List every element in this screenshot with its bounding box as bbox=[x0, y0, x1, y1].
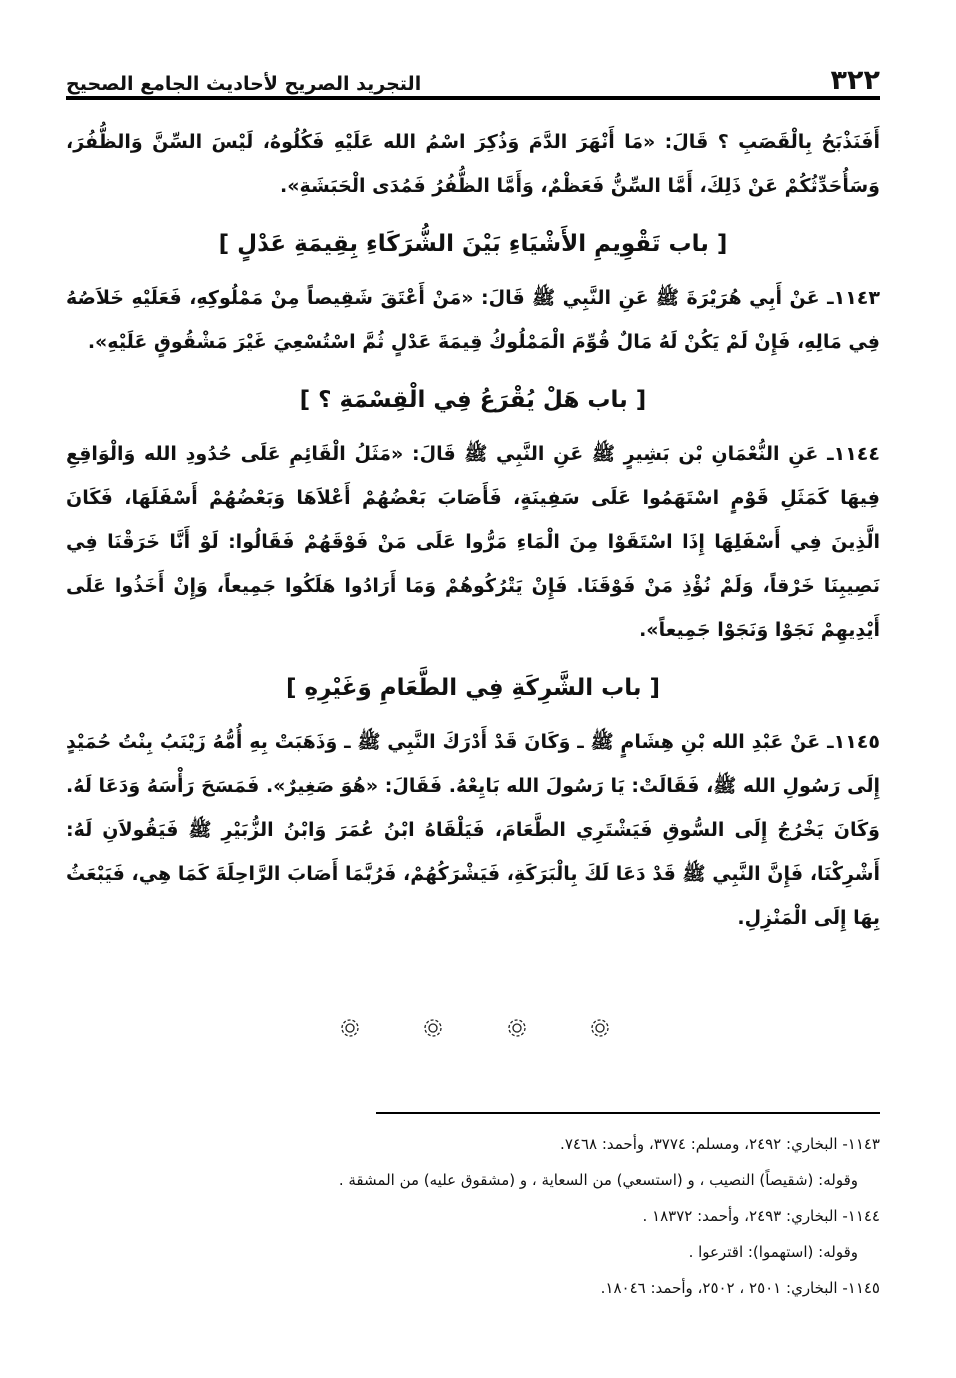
main-text bbox=[66, 120, 880, 940]
page-number: ٣٢٢ bbox=[830, 65, 880, 96]
chapter-heading-partnership: [ باب الشَّرِكَةِ فِي الطَّعَامِ وَغَيْرِهِ ] bbox=[285, 675, 661, 701]
hadith-number: ١١٤٥ـ bbox=[827, 731, 880, 753]
flower-ornament-icon bbox=[423, 1018, 443, 1038]
footnote-rule bbox=[376, 1112, 880, 1114]
flower-ornament-icon bbox=[507, 1018, 527, 1038]
hadith-number: ١١٤٣ـ bbox=[827, 287, 880, 309]
hadith-number: ١١٤٤ـ bbox=[827, 443, 880, 465]
hadith-text: عَنْ عَبْدِ الله بْنِ هِشَامٍ ﷺ ـ وَكَانَ قَدْ أَدْرَكَ النَّبِي ﷺ ـ وَذَهَبَتْ بِهِ أُمُّهُ زَيْنَبُ بِنْتُ حُمَيْدٍ إِلَى رَسُولِ الله ﷺ، فَقَالَتْ: يَا رَسُولَ الله بَايِعْهُ. فَقَالَ: «هُوَ صَغِيرٌ». فَمَسَحَ رَأْسَهُ وَدَعَا لَهُ. وَكَانَ يَخْرُجُ إِلَى السُّوقِ فَيَشْتَرِي الطَّعَامَ، فَيَلْقَاهُ ابْنُ عُمَرَ وَابْنُ الزُّبَيْرِ ﷺ فَيَقُولاَنِ لَهُ: أَشْرِكْنَا، فَإِنَّ النَّبِي ﷺ قَدْ دَعَا لَكَ بِالْبَرَكَةِ، فَيَشْرَكُهُمْ، فَرُبَّمَا أَصَابَ الرَّاحِلَةَ كَمَا هِي، فَيَبْعَثُ بِهَا إِلَى الْمَنْزِلِ. bbox=[66, 731, 880, 929]
flower-ornament-icon bbox=[340, 1018, 360, 1038]
chapter-heading-valuation: [ باب تَقْوِيمِ الأَشْيَاءِ بَيْنَ الشُّرَكَاءِ بِقِيمَةِ عَدْلٍ ] bbox=[218, 231, 728, 257]
section-divider-ornaments bbox=[340, 1018, 610, 1038]
chapter-heading-lots: [ باب هَلْ يُقْرَعُ فِي الْقِسْمَةِ ؟ ] bbox=[299, 387, 647, 413]
footnote-1144: ١١٤٤- البخاري: ٢٤٩٣، وأحمد: ١٨٣٧٢ . bbox=[642, 1207, 880, 1225]
hadith-1143 bbox=[66, 276, 880, 364]
flower-ornament-icon bbox=[590, 1018, 610, 1038]
footnote-1145: ١١٤٥- البخاري: ٢٥٠١ ، ٢٥٠٢، وأحمد: ١٨٠٤٦. bbox=[600, 1279, 880, 1297]
running-title: التجريد الصريح لأحاديث الجامع الصحيح bbox=[66, 73, 422, 95]
page-header bbox=[66, 46, 880, 94]
header-rule bbox=[66, 96, 880, 100]
footnote-1143-gloss: وقوله: (شقيصاً) النصيب ، و (استسعي) من السعاية ، و (مشقوق عليه) من المشقة . bbox=[338, 1171, 858, 1189]
footnote-1144-gloss: وقوله: (استهموا): اقترعوا . bbox=[688, 1243, 858, 1261]
hadith-text: عَنِ النُّعْمَانِ بْن بَشِيرٍ ﷺ عَنِ النَّبِي ﷺ قَالَ: «مَثَلُ الْقَائِمِ عَلَى حُدُودِ الله وَالْوَاقِعِ فِيهَا كَمَثَلِ قَوْمٍ اسْتَهَمُوا عَلَى سَفِينَةٍ، فَأَصَابَ بَعْضُهُمْ أَعْلاَهَا وَبَعْضُهُمْ أَسْفَلَهَا، فَكَانَ الَّذِينَ فِي أَسْفَلِهَا إِذَا اسْتَقَوْا مِنَ الْمَاءِ مَرُّوا عَلَى مَنْ فَوْقَهُمْ فَقَالُوا: لَوْ أَنَّا خَرَقْنَا فِي نَصِيبِنَا خَرْقاً، وَلَمْ نُؤْذِ مَنْ فَوْقَنَا. فَإِنْ يَتْرُكُوهُمْ وَمَا أَرَادُوا هَلَكُوا جَمِيعاً، وَإِنْ أَخَذُوا عَلَى أَيْدِيهِمْ نَجَوْا وَنَجَوْا جَمِيعاً». bbox=[66, 443, 880, 641]
footnote-1143: ١١٤٣- البخاري: ٢٤٩٢، ومسلم: ٣٧٧٤، وأحمد: ٧٤٦٨. bbox=[560, 1135, 880, 1153]
intro-paragraph: أَفَنَذْبَحُ بِالْقَصَبِ ؟ قَالَ: «مَا أَنْهَرَ الدَّمَ وَذُكِرَ اسْمُ الله عَلَيْهِ فَكُلُوهُ، لَيْسَ السِّنَّ وَالظُّفُرَ، وَسَأُحَدِّثُكُمْ عَنْ ذَلِكَ، أَمَّا السِّنُّ فَعَظْمٌ، وَأَمَّا الظُّفُرُ فَمُدَى الْحَبَشَةِ». bbox=[66, 131, 880, 197]
hadith-1145 bbox=[66, 720, 880, 940]
footnotes bbox=[200, 1126, 880, 1306]
hadith-1144 bbox=[66, 432, 880, 652]
hadith-text: عَنْ أَبِي هُرَيْرَةَ ﷺ عَنِ النَّبِي ﷺ قَالَ: «مَنْ أَعْتَقَ شَقِيصاً مِنْ مَمْلُوكِهِ، فَعَلَيْهِ خَلاَصُهُ فِي مَالِهِ، فَإِنْ لَمْ يَكُنْ لَهُ مَالٌ قُوِّمَ الْمَمْلُوكُ قِيمَةَ عَدْلٍ ثُمَّ اسْتُسْعِيَ غَيْرَ مَشْقُوقٍ عَلَيْهِ». bbox=[66, 287, 880, 353]
